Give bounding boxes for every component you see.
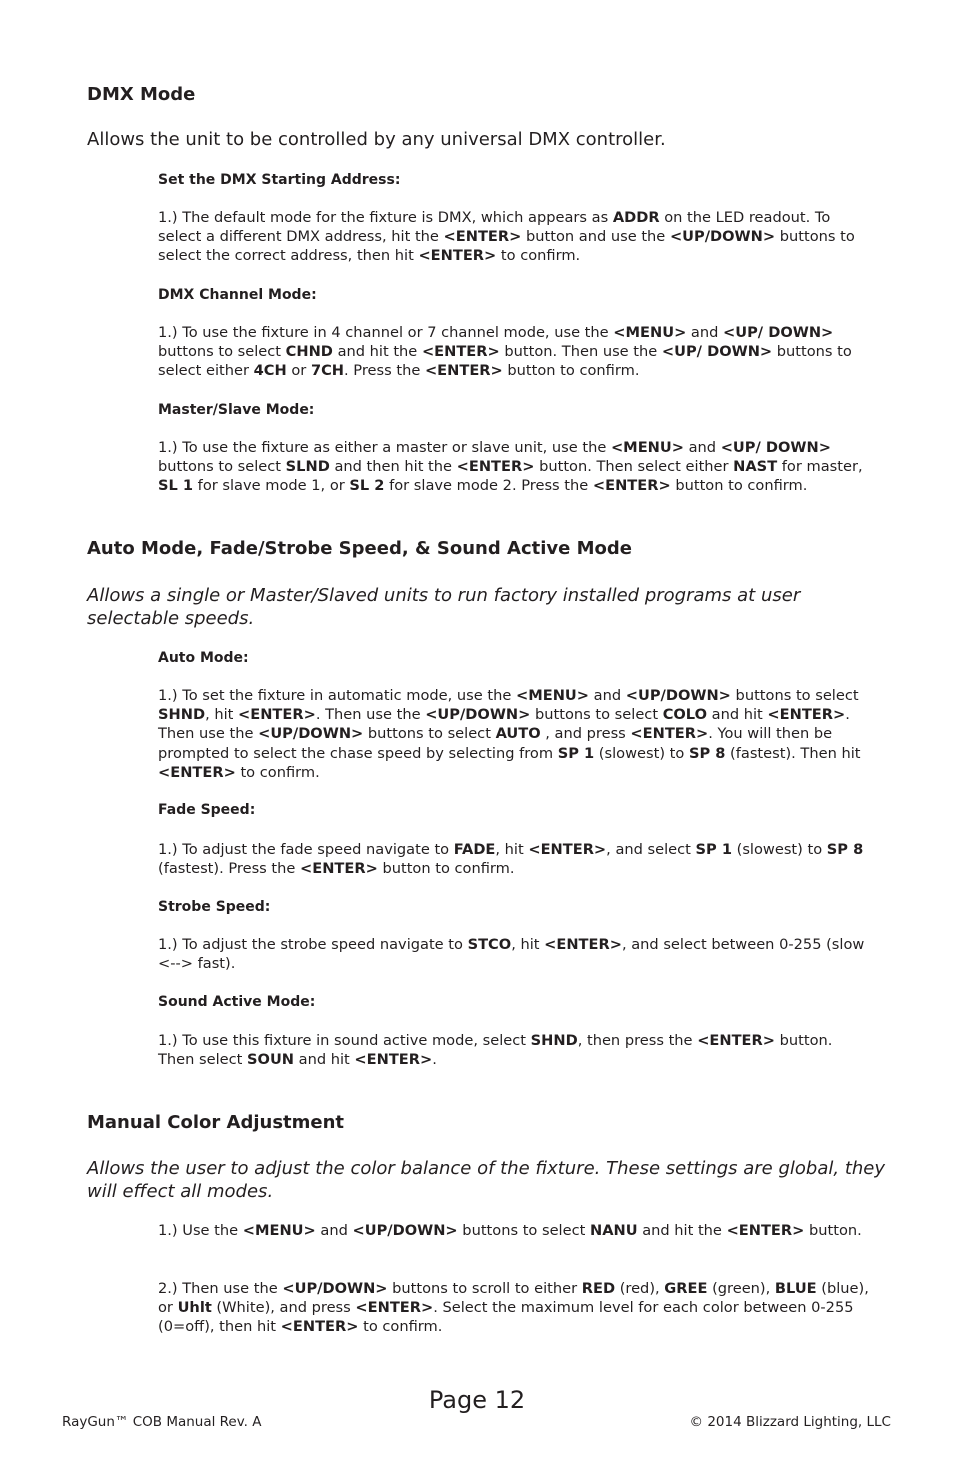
bold-term: CHND — [285, 343, 333, 361]
text-run: . Then use the — [158, 706, 850, 743]
text-run: (slowest) to — [594, 744, 689, 762]
text-run: and hit the — [637, 1222, 727, 1239]
starting-address-text — [158, 208, 870, 266]
bold-term: <ENTER> — [443, 228, 522, 246]
text-run: , and select — [606, 841, 696, 858]
text-run: (fastest). Press the — [158, 860, 301, 878]
text-run: buttons to scroll to either — [387, 1280, 582, 1297]
bold-term: <ENTER> — [280, 1318, 359, 1336]
bold-term: Uhlt — [177, 1299, 212, 1317]
text-run: button. Then select — [158, 1032, 833, 1069]
footer-copyright: © 2014 Blizzard Lighting, LLC — [689, 1414, 891, 1430]
bold-term: RED — [581, 1280, 616, 1297]
bold-term: <ENTER> — [767, 706, 846, 724]
bold-term: <MENU> — [242, 1222, 316, 1239]
bold-term: BLUE — [774, 1280, 817, 1297]
bold-term: <ENTER> — [697, 1032, 775, 1049]
bold-term: GREE — [664, 1280, 708, 1297]
auto-text — [158, 686, 870, 782]
dmx-mode-intro: Allows the unit to be controlled by any universal DMX controller. — [87, 129, 666, 150]
footer-manual-title: RayGun™ COB Manual Rev. A — [62, 1414, 262, 1430]
bold-term: <UP/DOWN> — [352, 1222, 458, 1239]
bold-term: <ENTER> — [630, 725, 709, 743]
text-run: button. Then use the — [499, 343, 662, 361]
bold-term: AUTO — [495, 725, 541, 743]
bold-term: <ENTER> — [354, 1051, 433, 1069]
text-run: 1.) To use the fixture as either a master or slave unit, use the — [158, 439, 611, 456]
text-run: 1.) To adjust the fade speed navigate to — [158, 841, 454, 858]
text-run: button to confirm. — [670, 477, 808, 495]
bold-term: <ENTER> — [726, 1222, 805, 1239]
bold-term: NANU — [589, 1222, 638, 1239]
bold-term: <ENTER> — [456, 458, 535, 476]
text-run: (green), — [707, 1280, 775, 1297]
bold-term: <UP/DOWN> — [669, 228, 776, 246]
text-run: . Press the — [344, 362, 425, 380]
bold-term: FADE — [453, 841, 496, 858]
text-run: and — [683, 439, 721, 456]
channel-mode-title: DMX Channel Mode: — [158, 287, 317, 303]
text-run: (red), — [615, 1280, 665, 1297]
text-run: button to confirm. — [502, 362, 640, 380]
bold-term: <ENTER> — [418, 247, 497, 265]
bold-term: <UP/DOWN> — [282, 1280, 388, 1297]
manual-color-intro: Allows the user to adjust the color balance of the fixture. These settings are global, they will effect all modes. — [87, 1158, 886, 1202]
strobe-title: Strobe Speed: — [158, 899, 271, 915]
text-run: buttons to select — [457, 1222, 590, 1239]
text-run: and hit the — [332, 343, 422, 361]
strobe-text — [158, 935, 870, 973]
bold-term: SLND — [285, 458, 330, 476]
bold-term: <ENTER> — [544, 936, 622, 953]
bold-term: <ENTER> — [421, 343, 500, 361]
text-run: (fastest). Then hit — [725, 744, 861, 762]
text-run: . Select the maximum level for each color between 0-255 (0=off), then hit — [158, 1299, 854, 1336]
channel-mode-text — [158, 323, 870, 381]
bold-term: <ENTER> — [238, 706, 316, 724]
bold-term: <UP/DOWN> — [425, 706, 531, 724]
text-run: , hit — [205, 706, 239, 724]
bold-term: <UP/DOWN> — [258, 725, 364, 743]
bold-term: <MENU> — [610, 439, 684, 456]
bold-term: <ENTER> — [158, 763, 236, 781]
text-run: , then press the — [577, 1032, 698, 1049]
text-run: for slave mode 1, or — [193, 477, 350, 495]
text-run: to confirm. — [358, 1318, 443, 1336]
text-run: and — [589, 687, 626, 704]
bold-term: SL 2 — [349, 477, 385, 495]
text-run: 1.) To use this fixture in sound active mode, select — [158, 1032, 531, 1049]
text-run: to confirm. — [235, 763, 320, 781]
text-run: and — [686, 324, 724, 341]
bold-term: <ENTER> — [355, 1299, 434, 1317]
auto-mode-intro: Allows a single or Master/Slaved units to run factory installed programs at user selectable speeds. — [87, 585, 801, 629]
bold-term: SHND — [158, 706, 206, 724]
bold-term: SHND — [530, 1032, 578, 1049]
starting-address-title: Set the DMX Starting Address: — [158, 172, 401, 188]
text-run: and — [315, 1222, 353, 1239]
bold-term: <UP/DOWN> — [625, 687, 731, 704]
text-run: for slave mode 2. Press the — [384, 477, 593, 495]
text-run: 1.) The default mode for the fixture is DMX, which appears as — [158, 209, 613, 226]
bold-term: SP 8 — [688, 744, 726, 762]
bold-term: SL 1 — [158, 477, 194, 495]
text-run: buttons to select either — [158, 343, 852, 380]
text-run: or — [286, 362, 311, 380]
text-run: on the LED readout. To select a different DMX address, hit the — [158, 209, 831, 246]
text-run: 2.) Then use the — [158, 1280, 283, 1297]
text-run: 1.) To use the fixture in 4 channel or 7 channel mode, use the — [158, 324, 614, 341]
text-run: . Then use the — [315, 706, 426, 724]
bold-term: <ENTER> — [424, 362, 503, 380]
bold-term: <UP/ DOWN> — [723, 324, 834, 341]
bold-term: COLO — [662, 706, 707, 724]
auto-title: Auto Mode: — [158, 650, 249, 666]
text-run: , and select between 0-255 (slow <--> fast). — [158, 936, 865, 973]
dmx-mode-heading: DMX Mode — [87, 84, 196, 105]
text-run: . — [432, 1051, 437, 1069]
text-run: , and press — [540, 725, 631, 743]
text-run: buttons to select the correct address, then hit — [158, 228, 855, 265]
bold-term: <MENU> — [613, 324, 687, 341]
bold-term: 4CH — [253, 362, 287, 380]
text-run: (blue), or — [158, 1280, 869, 1317]
master-slave-title: Master/Slave Mode: — [158, 402, 315, 418]
text-run: , hit — [495, 841, 529, 858]
bold-term: ADDR — [612, 209, 660, 226]
manual-color-heading: Manual Color Adjustment — [87, 1112, 345, 1133]
text-run: buttons to select — [363, 725, 496, 743]
bold-term: <ENTER> — [592, 477, 671, 495]
text-run: button and use the — [521, 228, 670, 246]
text-run: buttons to select — [158, 458, 286, 476]
text-run: button. — [804, 1222, 862, 1239]
text-run: buttons to select — [530, 706, 663, 724]
master-slave-text — [158, 438, 870, 496]
bold-term: <MENU> — [516, 687, 590, 704]
page-number: Page 12 — [428, 1386, 526, 1414]
text-run: (White), and press — [211, 1299, 356, 1317]
manual-color-step-1 — [158, 1221, 870, 1240]
bold-term: <ENTER> — [528, 841, 607, 858]
auto-mode-heading: Auto Mode, Fade/Strobe Speed, & Sound Active Mode — [87, 538, 632, 559]
sound-title: Sound Active Mode: — [158, 994, 316, 1010]
bold-term: SOUN — [247, 1051, 295, 1069]
text-run: , hit — [511, 936, 545, 953]
bold-term: <ENTER> — [300, 860, 378, 878]
text-run: buttons to select — [730, 687, 859, 704]
bold-term: SP 1 — [695, 841, 732, 858]
text-run: 1.) To adjust the strobe speed navigate to — [158, 936, 468, 953]
text-run: to confirm. — [496, 247, 581, 265]
sound-text — [158, 1031, 870, 1069]
text-run: and then hit the — [329, 458, 457, 476]
bold-term: STCO — [467, 936, 512, 953]
text-run: . You will then be prompted to select the chase speed by selecting from — [158, 725, 833, 762]
text-run: and hit — [294, 1051, 355, 1069]
bold-term: SP 8 — [826, 841, 864, 858]
fade-title: Fade Speed: — [158, 802, 256, 818]
text-run: 1.) To set the fixture in automatic mode, use the — [158, 687, 516, 704]
bold-term: <UP/ DOWN> — [720, 439, 831, 456]
bold-term: 7CH — [310, 362, 345, 380]
bold-term: NAST — [733, 458, 778, 476]
text-run: button. Then select either — [534, 458, 734, 476]
manual-color-step-2 — [158, 1279, 870, 1337]
bold-term: SP 1 — [557, 744, 595, 762]
text-run: for master, — [777, 458, 863, 476]
text-run: 1.) Use the — [158, 1222, 243, 1239]
bold-term: <UP/ DOWN> — [661, 343, 773, 361]
text-run: (slowest) to — [732, 841, 827, 858]
fade-text — [158, 840, 870, 878]
text-run: button to confirm. — [377, 860, 515, 878]
text-run: buttons to select — [158, 343, 286, 361]
text-run: and hit — [707, 706, 768, 724]
